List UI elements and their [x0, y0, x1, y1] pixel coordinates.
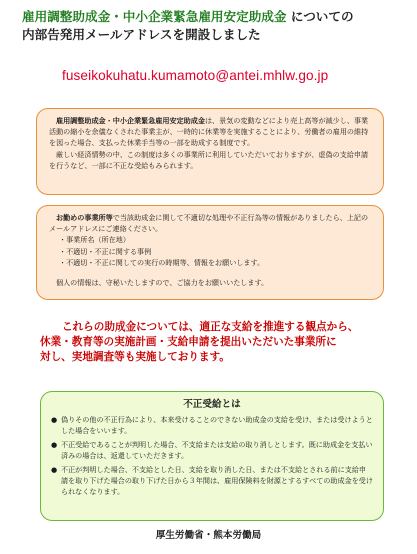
bullet-icon: ● [51, 415, 58, 424]
fraud-definition-bullet [51, 414, 373, 436]
fraud-definition-box [40, 391, 384, 521]
inspection-notice [40, 320, 390, 365]
page-title [22, 8, 402, 44]
fraud-definition-bullet [51, 464, 373, 497]
report-email-address[interactable]: fuseikokuhatu.kumamoto@antei.mhlw.go.jp [62, 68, 329, 83]
report-item: ・事業所名（所在地） [59, 235, 130, 245]
report-request-box [36, 205, 384, 300]
subsidy-description-paragraph [49, 115, 373, 149]
report-item: ・不適切・不正に関しての実行の時期等、情報をお願いします。 [59, 257, 265, 267]
fraud-definition-heading: 不正受給とは [183, 399, 241, 410]
bullet-text: 不正が判明した場合、不支給とした日、支給を取り消した日、または不支給とされる前に支給申請を取り下げた場合の取り下げた日から３年間は、雇用保険料を財源とするすべての助成金を受けられなくなります。 [61, 465, 373, 496]
title-subsidy-names: 雇用調整助成金・中小企業緊急雇用安定助成金 [22, 9, 287, 24]
notice-line-1: これらの助成金については、適正な支給を推進する観点から、 [62, 321, 359, 333]
notice-line-3: 対し、実地調査等も実施しております。 [40, 351, 230, 363]
title-line-1 [22, 8, 402, 26]
subsidy-description-lead: 雇用調整助成金・中小企業緊急雇用安定助成金 [56, 116, 205, 125]
bullet-text: 偽りその他の不正行為により、本来受けることのできない助成金の支給を受け、または受けようとした場合をいいます。 [61, 415, 373, 435]
report-request-paragraph [49, 212, 373, 234]
bullet-icon: ● [51, 440, 58, 449]
report-request-text: で当該助成金に関して不適切な処理や不正行為等の情報がありましたら、上記のメールアドレスにご連絡ください。 [49, 213, 369, 234]
fraud-definition-bullet [51, 439, 373, 461]
report-request-lead: お勤めの事業所等 [56, 213, 113, 222]
report-item: ・不適切・不正に関する事例 [59, 246, 152, 256]
subsidy-description-text: は、景気の変動などにより売上高等が減少し、事業活動の縮小を余儀なくされた事業主が、一時的に休業等を実施することにより、労働者の雇用の維持を図った場合、支払った休業手当等の一部を助成する制度です。 [49, 116, 369, 148]
notice-line-2: 休業・教育等の実施計画・支給申請を提出いただいた事業所に [40, 336, 337, 348]
title-suffix: についての [290, 9, 354, 24]
subsidy-description-box [36, 108, 384, 195]
issuer-footer: 厚生労働省・熊本労働局 [155, 530, 262, 541]
bullet-icon: ● [51, 465, 58, 474]
title-line-2: 内部告発用メールアドレスを開設しました [22, 27, 261, 42]
privacy-note: 個人の情報は、守秘いたしますので、ご協力をお願いいたします。 [56, 278, 269, 288]
bullet-text: 不正受給であることが判明した場合、不支給または支給の取り消しとします。既に助成金を支払い済みの場合は、返還していただきます。 [61, 440, 373, 460]
fraud-warning-paragraph: 厳しい経済情勢の中、この制度は多くの事業所に利用していただいておりますが、虚偽の支給申請を行うなど、一部に不正な受給もみられます。 [49, 149, 369, 170]
